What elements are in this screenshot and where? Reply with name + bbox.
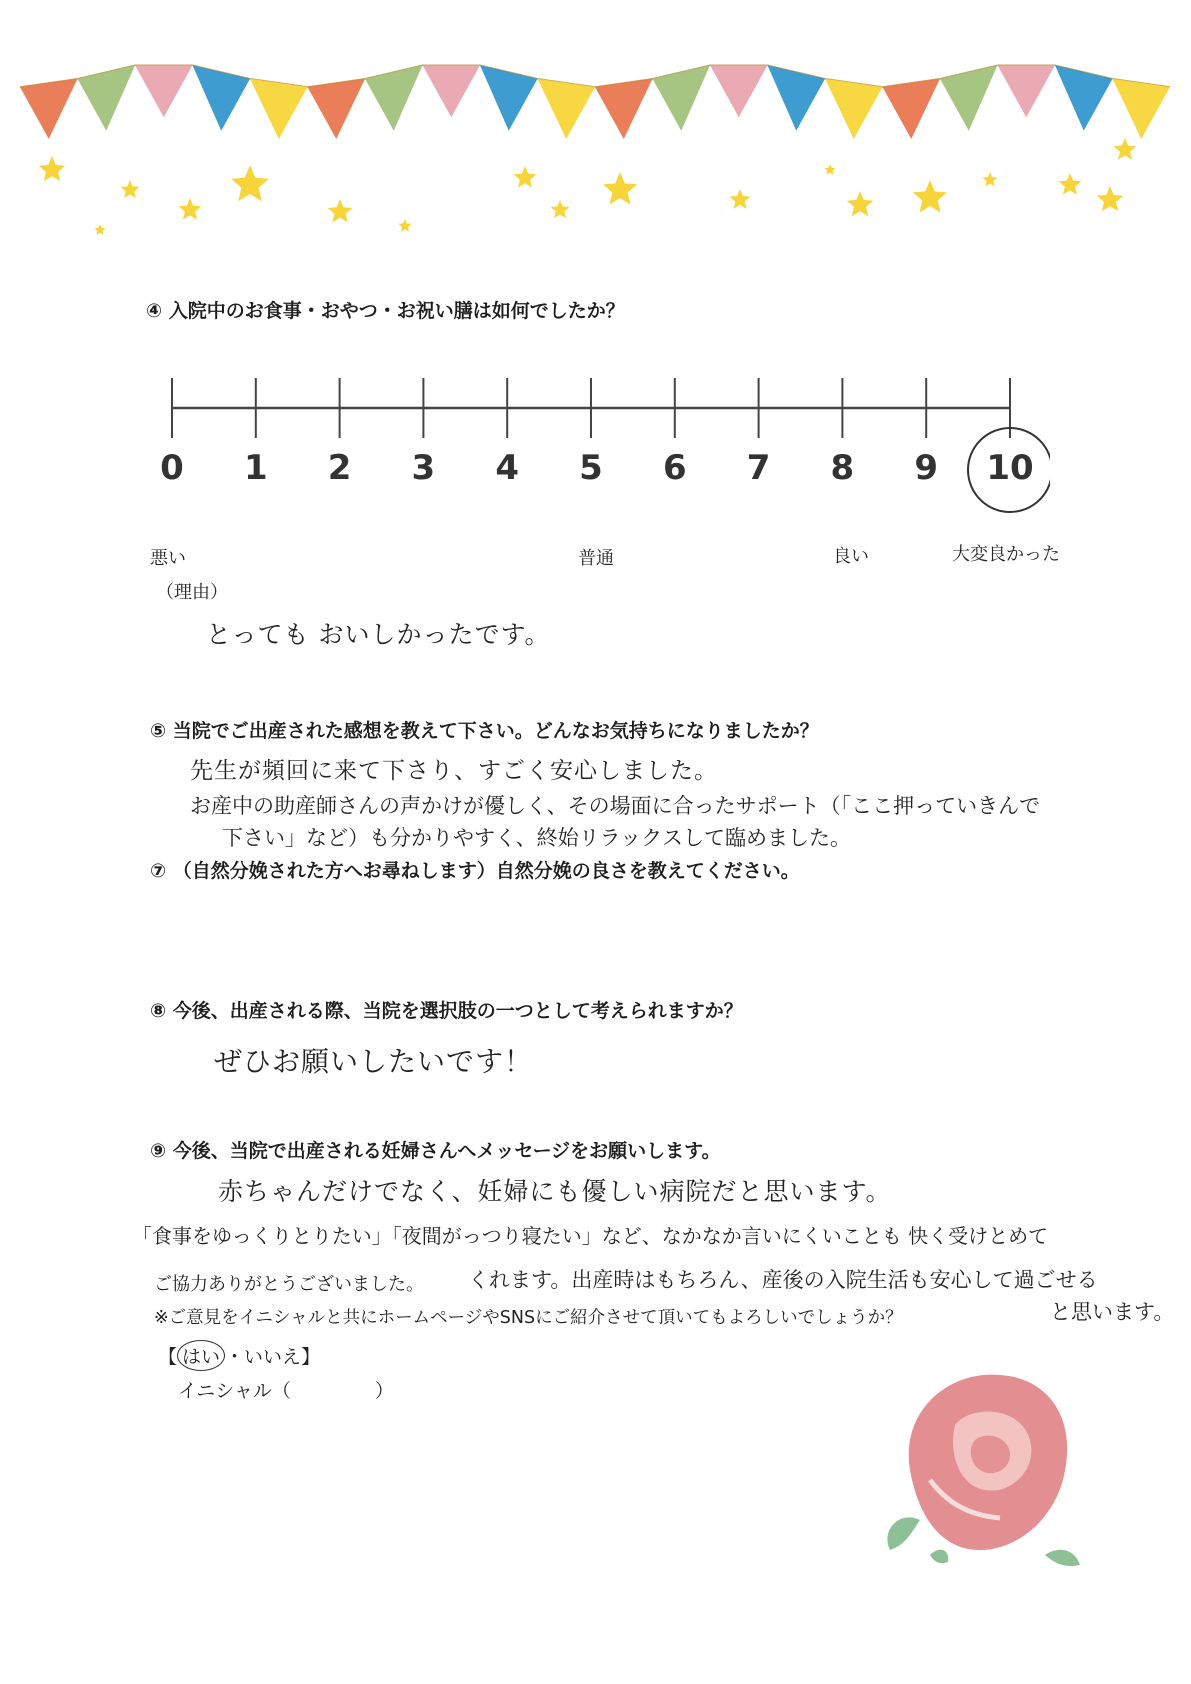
initial-field xyxy=(178,1376,394,1403)
consent-yes-option[interactable]: はい xyxy=(177,1340,225,1371)
star-icon xyxy=(913,180,947,213)
star-icon xyxy=(179,198,202,220)
star-icon xyxy=(94,224,105,235)
q5-answer-line: 先生が頻回に来て下さり、すごく安心しました。 xyxy=(190,758,718,784)
star-icon xyxy=(1097,186,1124,211)
bunting-flag xyxy=(653,65,711,130)
scale-number: 7 xyxy=(746,448,771,488)
bunting-flag xyxy=(940,65,998,130)
bunting-flag xyxy=(308,79,366,139)
label-normal: 普通 xyxy=(578,548,614,569)
bunting-flag xyxy=(710,65,768,117)
bunting-flag xyxy=(998,65,1056,117)
q4-answer: とっても おいしかったです。 xyxy=(206,620,551,649)
scale-number: 10 xyxy=(986,448,1034,488)
star-icon xyxy=(398,219,411,232)
q5-answer-line: 下さい」など）も分かりやすく、終始リラックスして臨めました。 xyxy=(222,826,851,850)
consent-no-option[interactable]: いいえ xyxy=(244,1346,302,1368)
bunting-flag xyxy=(365,65,423,130)
q9-answer-line: 「食事をゆっくりとりたい」「夜間がっつり寝たい」など、なかなか言いにくいことも 快く受けとめて xyxy=(132,1224,1049,1248)
bunting-flag xyxy=(1113,79,1171,139)
scale-number: 9 xyxy=(914,448,939,488)
bunting-flag xyxy=(135,65,193,117)
bunting-flag xyxy=(1055,65,1113,130)
consent-question: ※ご意見をイニシャルと共にホームページやSNSにご紹介させて頂いてもよろしいでしょうか？ xyxy=(154,1308,903,1328)
star-icon xyxy=(603,172,637,205)
q9-answer-line: と思います。 xyxy=(1050,1300,1175,1324)
bunting-flag xyxy=(883,79,941,139)
star-icon xyxy=(982,172,997,187)
bunting-flag xyxy=(480,65,538,130)
q5-answer-line: お産中の助産師さんの声かけが優しく、その場面に合ったサポート（「ここ押っていきんで xyxy=(190,794,1041,818)
bunting-flag xyxy=(78,65,136,130)
q4-question: ④ 入院中のお食事・おやつ・お祝い膳は如何でしたか？ xyxy=(146,300,625,322)
star-icon xyxy=(231,165,269,201)
label-bad: 悪い xyxy=(150,548,186,569)
q9-answer-line: くれます。出産時はもちろん、産後の入院生活も安心して過ごせる xyxy=(468,1268,1098,1292)
bunting-flag xyxy=(825,79,883,139)
initial-label: イニシャル（ xyxy=(178,1380,291,1402)
star-icon xyxy=(514,166,537,188)
label-very-good: 大変良かった xyxy=(952,544,1060,565)
star-icon xyxy=(39,156,66,181)
initial-close: ） xyxy=(374,1380,394,1402)
scale-number: 3 xyxy=(411,448,436,488)
star-icon xyxy=(328,199,353,223)
star-icon xyxy=(551,200,570,218)
star-icon xyxy=(121,180,140,198)
scale-number: 1 xyxy=(243,448,268,488)
reason-label: （理由） xyxy=(156,582,228,603)
thanks-text: ご協力ありがとうございました。 xyxy=(154,1274,424,1295)
close-bracket: 】 xyxy=(301,1346,321,1368)
scale-number: 0 xyxy=(160,448,184,488)
bunting-flag xyxy=(595,79,653,139)
bunting-flag xyxy=(538,79,596,139)
rose-decoration xyxy=(870,1350,1110,1580)
q5-question: ⑤ 当院でご出産された感想を教えて下さい。どんなお気持ちになりましたか？ xyxy=(150,720,819,742)
label-good: 良い xyxy=(833,546,869,567)
bunting-flag xyxy=(768,65,826,130)
scale-number: 4 xyxy=(495,448,520,488)
scale-number: 2 xyxy=(327,448,352,488)
star-icon xyxy=(730,189,751,209)
scale-number: 8 xyxy=(830,448,855,488)
bunting-flag xyxy=(193,65,251,130)
q9-question: ⑨ 今後、当院で出産される妊婦さんへメッセージをお願いします。 xyxy=(150,1140,721,1162)
consent-options xyxy=(158,1340,320,1371)
scale-number: 6 xyxy=(662,448,687,488)
bunting-flag xyxy=(20,79,78,139)
star-icon xyxy=(824,164,835,175)
open-bracket: 【 xyxy=(158,1346,178,1368)
star-icon xyxy=(1059,173,1082,195)
q9-answer-line: 赤ちゃんだけでなく、妊婦にも優しい病院だと思います。 xyxy=(218,1177,892,1206)
q7-question: ⑦ （自然分娩された方へお尋ねします）自然分娩の良さを教えてください。 xyxy=(150,860,800,882)
bunting-flag xyxy=(250,79,308,139)
q8-answer: ぜひお願いしたいです！ xyxy=(214,1045,534,1078)
star-icon xyxy=(1114,138,1137,160)
star-icon xyxy=(847,191,874,216)
q8-question: ⑧ 今後、出産される際、当院を選択肢の一つとして考えられますか？ xyxy=(150,1000,743,1022)
bunting-decoration xyxy=(0,0,1191,260)
scale-number: 5 xyxy=(579,448,603,488)
option-separator: ・ xyxy=(225,1346,245,1368)
bunting-flag xyxy=(423,65,481,117)
